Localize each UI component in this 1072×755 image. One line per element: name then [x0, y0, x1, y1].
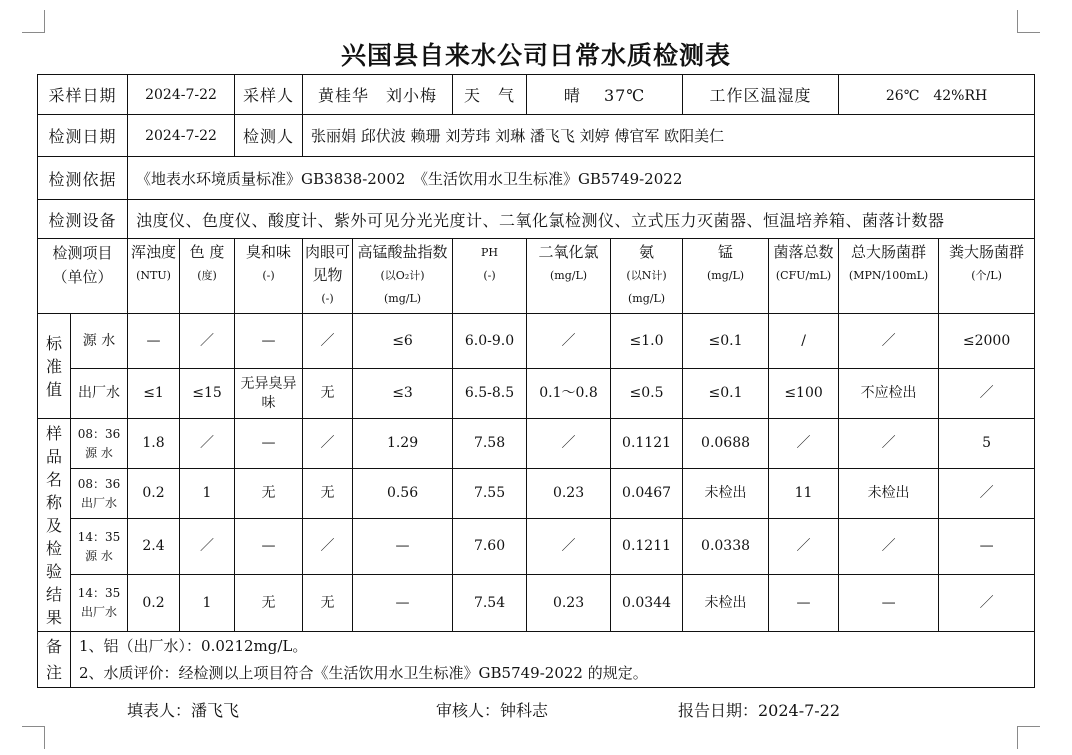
table-cell: ／: [303, 419, 353, 469]
col-header: 粪大肠菌群 (个/L): [939, 239, 1035, 314]
basis-label: 检测依据: [38, 157, 128, 200]
table-cell: ／: [527, 314, 611, 369]
table-cell: —: [353, 519, 453, 575]
sample-row: [38, 519, 1035, 575]
table-cell: 无: [303, 469, 353, 519]
table-cell: —: [353, 575, 453, 632]
sample-date-value: 2024-7-22: [128, 75, 235, 115]
table-cell: 6.5-8.5: [453, 369, 527, 419]
table-cell: —: [235, 419, 303, 469]
table-cell: ≤0.1: [683, 369, 769, 419]
weather-label: 天 气: [453, 75, 527, 115]
table-cell: 1: [180, 469, 235, 519]
table-cell: 1: [180, 575, 235, 632]
table-cell: ／: [527, 419, 611, 469]
table-cell: 未检出: [839, 469, 939, 519]
table-cell: —: [839, 575, 939, 632]
col-header: 二氧化氯 (mg/L): [527, 239, 611, 314]
table-cell: 0.0688: [683, 419, 769, 469]
sample-row: [38, 575, 1035, 632]
water-quality-table: [37, 74, 1035, 688]
remarks-row: [38, 632, 1035, 688]
col-header: 色 度 (度): [180, 239, 235, 314]
table-cell: ／: [303, 519, 353, 575]
remarks-label: 备 注: [38, 632, 71, 688]
table-cell: 无: [235, 469, 303, 519]
item-label-cell: [38, 239, 128, 314]
env-value: 26℃ 42%RH: [839, 75, 1035, 115]
sample-label: 14：35 出厂水: [71, 575, 128, 632]
sample-group-label: 样 品 名 称 及 检 验 结 果: [38, 419, 71, 632]
crop-mark-bottom-right: [1017, 726, 1040, 749]
table-cell: ／: [839, 419, 939, 469]
col-header: 浑浊度 (NTU): [128, 239, 180, 314]
table-cell: 0.23: [527, 575, 611, 632]
reviewer-signature: 审核人：钟科志: [436, 701, 549, 720]
table-cell: ／: [939, 469, 1035, 519]
table-cell: ／: [527, 519, 611, 575]
table-cell: /: [769, 314, 839, 369]
col-header: 臭和味 (-): [235, 239, 303, 314]
row-label: 出厂水: [71, 369, 128, 419]
table-cell: ／: [769, 419, 839, 469]
table-cell: ／: [303, 314, 353, 369]
table-cell: 7.55: [453, 469, 527, 519]
basis-row: [38, 157, 1035, 200]
report-date: 报告日期：2024-7-22: [678, 701, 841, 720]
table-cell: —: [235, 314, 303, 369]
table-cell: ≤6: [353, 314, 453, 369]
col-header: 菌落总数 (CFU/mL): [769, 239, 839, 314]
document-title: 兴国县自来水公司日常水质检测表: [340, 41, 731, 70]
sampler-value: 黄桂华 刘小梅: [303, 75, 453, 115]
table-cell: —: [128, 314, 180, 369]
table-cell: ≤1: [128, 369, 180, 419]
crop-mark-top-right: [1017, 10, 1040, 33]
table-cell: 0.23: [527, 469, 611, 519]
env-label: 工作区温湿度: [683, 75, 839, 115]
table-cell: 7.60: [453, 519, 527, 575]
table-cell: 无: [303, 369, 353, 419]
sample-row: [38, 469, 1035, 519]
table-cell: 无异臭异味: [235, 369, 303, 419]
table-cell: ／: [839, 314, 939, 369]
sampling-row: [38, 75, 1035, 115]
col-header: 锰 (mg/L): [683, 239, 769, 314]
col-header: 高锰酸盐指数 (以O₂计) (mg/L): [353, 239, 453, 314]
table-cell: 0.1211: [611, 519, 683, 575]
table-cell: ／: [769, 519, 839, 575]
table-cell: 0.2: [128, 469, 180, 519]
table-cell: 0.0338: [683, 519, 769, 575]
table-cell: 未检出: [683, 575, 769, 632]
table-cell: 不应检出: [839, 369, 939, 419]
sample-label: 14：35 源 水: [71, 519, 128, 575]
filler-signature: 填表人：潘飞飞: [127, 701, 240, 720]
table-cell: —: [939, 519, 1035, 575]
remark-line: 1、铝（出厂水）：0.0212mg/L。: [79, 636, 308, 655]
standard-row-finished: [38, 369, 1035, 419]
test-date-value: 2024-7-22: [128, 115, 235, 157]
table-cell: ／: [939, 575, 1035, 632]
equipment-value: 浊度仪、色度仪、酸度计、紫外可见分光光度计、二氧化氯检测仪、立式压力灭菌器、恒温培养箱、菌落计数器: [128, 200, 1035, 239]
standard-row-source: [38, 314, 1035, 369]
table-cell: ≤0.1: [683, 314, 769, 369]
col-header: PH (-): [453, 239, 527, 314]
col-header: 肉眼可 见物 (-): [303, 239, 353, 314]
table-cell: 11: [769, 469, 839, 519]
table-cell: ／: [939, 369, 1035, 419]
sample-date-label: 采样日期: [38, 75, 128, 115]
table-cell: —: [235, 519, 303, 575]
remarks-content: [71, 632, 1035, 688]
table-cell: 无: [303, 575, 353, 632]
table-cell: 0.2: [128, 575, 180, 632]
table-cell: ／: [180, 419, 235, 469]
item-unit-label: （单位）: [52, 268, 113, 286]
tester-value: 张丽娟 邱伏波 赖珊 刘芳玮 刘琳 潘飞飞 刘婷 傅官军 欧阳美仁: [303, 115, 1035, 157]
table-cell: ≤15: [180, 369, 235, 419]
table-cell: ≤100: [769, 369, 839, 419]
sampler-label: 采样人: [235, 75, 303, 115]
sample-label: 08：36 源 水: [71, 419, 128, 469]
table-cell: 0.0344: [611, 575, 683, 632]
table-cell: ≤1.0: [611, 314, 683, 369]
table-cell: ／: [839, 519, 939, 575]
table-cell: 未检出: [683, 469, 769, 519]
equipment-label: 检测设备: [38, 200, 128, 239]
table-cell: 0.1121: [611, 419, 683, 469]
tester-label: 检测人: [235, 115, 303, 157]
sample-label: 08：36 出厂水: [71, 469, 128, 519]
table-cell: ／: [180, 519, 235, 575]
table-cell: ≤0.5: [611, 369, 683, 419]
table-cell: 7.54: [453, 575, 527, 632]
row-label: 源 水: [71, 314, 128, 369]
table-cell: ／: [180, 314, 235, 369]
header-row: [38, 239, 1035, 314]
table-cell: 7.58: [453, 419, 527, 469]
table-cell: —: [769, 575, 839, 632]
table-cell: 无: [235, 575, 303, 632]
equipment-row: [38, 200, 1035, 239]
table-cell: ≤2000: [939, 314, 1035, 369]
table-cell: 6.0-9.0: [453, 314, 527, 369]
standard-group-label: 标 准 值: [38, 314, 71, 419]
testing-row: [38, 115, 1035, 157]
remark-line: 2、水质评价：经检测以上项目符合《生活饮用水卫生标准》GB5749-2022 的规定。: [79, 663, 648, 682]
table-cell: 0.56: [353, 469, 453, 519]
col-header: 氨 (以N计) (mg/L): [611, 239, 683, 314]
weather-value: 晴 37℃: [527, 75, 683, 115]
table-cell: 2.4: [128, 519, 180, 575]
table-cell: 1.29: [353, 419, 453, 469]
crop-mark-top-left: [22, 10, 45, 33]
col-header: 总大肠菌群 (MPN/100mL): [839, 239, 939, 314]
table-cell: 1.8: [128, 419, 180, 469]
table-cell: 0.0467: [611, 469, 683, 519]
table-cell: ≤3: [353, 369, 453, 419]
table-cell: 5: [939, 419, 1035, 469]
test-date-label: 检测日期: [38, 115, 128, 157]
basis-value: 《地表水环境质量标准》GB3838-2002 《生活饮用水卫生标准》GB5749-2022: [128, 157, 1035, 200]
table-cell: 0.1～0.8: [527, 369, 611, 419]
sample-row: [38, 419, 1035, 469]
crop-mark-bottom-left: [22, 726, 45, 749]
item-label: 检测项目: [52, 244, 113, 262]
